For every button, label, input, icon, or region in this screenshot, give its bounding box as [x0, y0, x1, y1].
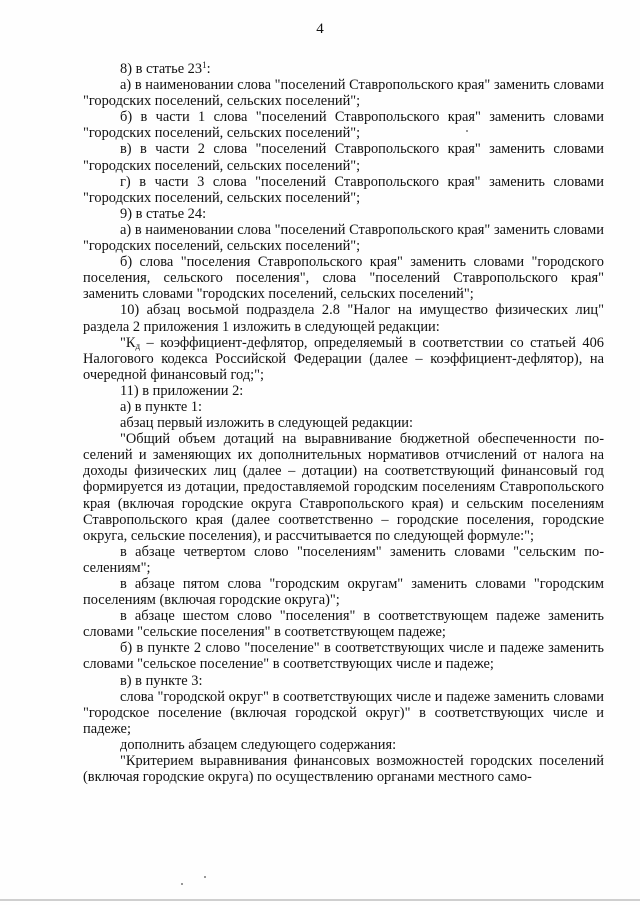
scan-bottom-edge	[0, 899, 640, 901]
paragraph: в) в части 2 слова "поселений Ставропольского края" заменить словами "городских поселений, сельских поселений";	[83, 141, 604, 174]
paragraph-text: 8) в статье 23	[120, 61, 203, 77]
subscript-text: д	[135, 340, 141, 351]
paragraph: г) в части 3 слова "поселений Ставропольского края" заменить словами "городских поселений, сельских поселений";	[83, 173, 604, 206]
paragraph: а) в пункте 1:	[120, 398, 203, 415]
paragraph: 10) абзац восьмой подраздела 2.8 "Налог на имущество физических лиц" раздела 2 приложения 1 изложить в следующей редакции:	[83, 302, 604, 335]
paragraph-text: :	[206, 61, 211, 77]
paragraph: в абзаце пятом слова "городским округам" заменить словами "городским поселениям (включая городские округа)";	[83, 576, 604, 609]
paragraph: абзац первый изложить в следующей редакции:	[120, 415, 414, 432]
paragraph-appendix-2-heading: 11) в приложении 2:	[120, 382, 244, 399]
paragraph-deflator-definition	[83, 335, 604, 383]
scan-speck	[466, 130, 468, 132]
scan-speck	[204, 876, 206, 878]
paragraph-article-24-heading: 9) в статье 24:	[120, 205, 207, 222]
paragraph: в абзаце четвертом слово "поселениям" заменить словами "сельским поселениям";	[83, 543, 604, 576]
paragraph: а) в наименовании слова "поселений Ставропольского края" заменить словами "городских поселений, сельских поселений";	[83, 221, 604, 255]
document-body	[83, 61, 604, 785]
paragraph: в) в пункте 3:	[120, 672, 203, 689]
paragraph-quoted-text: "Общий объем дотаций на выравнивание бюджетной обеспеченности поселений и заменяющих их дополнительных нормативов отчислений от налога на доходы физических лиц (далее – дотации) на соответствующий финансовый год формируется из дотации, предоставляемой городским поселениям Ставропольского края (включая городские округа Ставропольского края) и сельским поселениям Ставропольского края (далее соответственно – городские поселения, городские округа, сельские поселения), и рассчитывается по следующей формуле:";	[83, 431, 604, 544]
paragraph: б) в части 1 слова "поселений Ставропольского края" заменить словами "городских поселений, сельских поселений";	[83, 109, 604, 142]
paragraph: а) в наименовании слова "поселений Ставропольского края" заменить словами "городских поселений, сельских поселений";	[83, 77, 604, 110]
paragraph-text: – коэффициент-дефлятор, определяемый в соответствии со статьей 406 Налогового кодекса Российской Федерации (далее – коэффициент-дефлятор), на очередной финансовый год;";	[83, 334, 604, 383]
paragraph: б) слова "поселения Ставропольского края" заменить словами "городского поселения, сельского поселения", слова "поселений Ставропольского края" заменить словами "городских поселений, сельских поселений";	[83, 254, 604, 303]
paragraph-text: "К	[120, 334, 136, 351]
paragraph: слова "городской округ" в соответствующих числе и падеже заменить словами "городское поселение (включая городской округ)" в соответствующих числе и падеже;	[83, 688, 604, 737]
paragraph: б) в пункте 2 слово "поселение" в соответствующих числе и падеже заменить словами "сельское поселение" в соответствующих числе и падеже;	[83, 640, 604, 673]
scan-speck	[181, 883, 183, 885]
superscript-text: 1	[202, 60, 207, 70]
paragraph-quoted-text: "Критерием выравнивания финансовых возможностей городских поселений (включая городские округа) по осуществлению органами местного само-	[83, 753, 604, 786]
paragraph: в абзаце шестом слово "поселения" в соответствующем падеже заменить словами "сельские поселения" в соответствующем падеже;	[83, 608, 604, 641]
page-number: 4	[316, 21, 324, 37]
paragraph-article-23-heading	[83, 61, 604, 77]
paragraph: дополнить абзацем следующего содержания:	[120, 736, 397, 753]
